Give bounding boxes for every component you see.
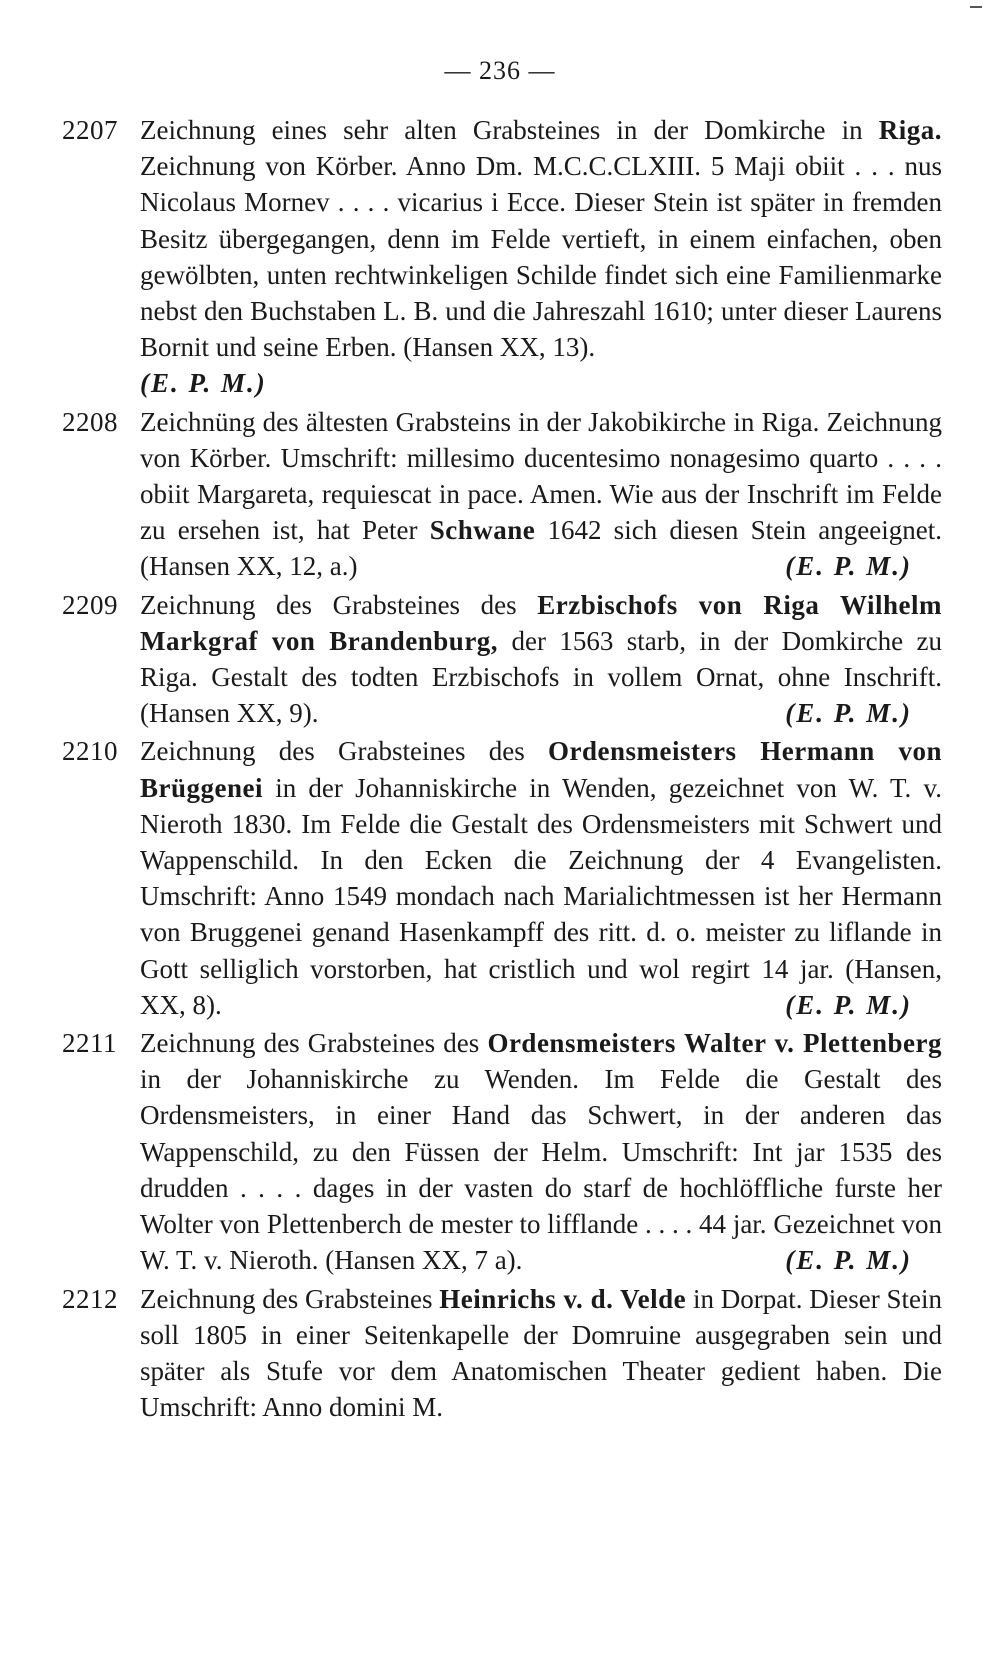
catalog-entry — [62, 404, 942, 585]
entry-number: 2212 — [62, 1283, 118, 1314]
entry-subject: Ordensmeisters Hermann von Brüggenei — [140, 736, 943, 803]
entry-text-run: der 1563 starb, in der Domkirche zu Riga. Gestalt des todten Erzbischofs in vollem Ornat, ohne Inschrift. (Hansen XX, 9). — [140, 625, 942, 729]
entry-number: 2209 — [62, 589, 118, 620]
entry-text — [140, 115, 942, 362]
entry-text-run: Zeichnüng des ältesten Grabsteins in der Jakobikirche in Riga. Zeichnung von Körber. Umschrift: millesimo ducentesimo nonagesimo quarto . . . . obiit Margareta, requiescat in pace. Amen. Wie aus der Inschrift im Felde zu ersehen ist, hat Peter — [140, 406, 942, 546]
entry-attribution: (E. P. M.) — [140, 368, 267, 399]
entry-text-run: in der Johanniskirche zu Wenden. Im Felde die Gestalt des Ordensmeisters, in einer Hand das Schwert, in der anderen das Wappenschild, zu den Füssen der Helm. Umschrift: Int jar 1535 des drudden . . . . dages in der vasten do starf de hochlöffliche furste her Wolter von Plettenberch de mester to lifflande . . . . 44 jar. Gezeichnet von W. T. v. Nieroth. (Hansen XX, 7 a). — [140, 1064, 942, 1276]
entry-text-run: Zeichnung des Grabsteines des — [140, 589, 538, 620]
entry-text-run: Zeichnung des Grabsteines des — [140, 736, 548, 767]
entry-number: 2210 — [62, 736, 118, 767]
entry-text — [140, 736, 942, 1019]
entry-text — [140, 1028, 942, 1275]
entry-text-run: 1642 sich diesen Stein angeeignet. (Hansen XX, 12, a.) — [140, 515, 942, 582]
margin-mark — [970, 6, 982, 8]
catalog-entry — [62, 1025, 942, 1278]
page-number: — 236 — — [444, 56, 556, 85]
entry-text-run: Zeichnung des Grabsteines — [140, 1283, 440, 1314]
entry-subject: Erzbischofs von Riga Wilhelm Markgraf von Brandenburg, — [140, 589, 942, 656]
entry-subject: Riga. — [878, 115, 942, 145]
entry-text-run: Zeichnung des Grabsteines des — [140, 1028, 488, 1059]
entry-attribution: (E. P. M.) — [785, 1245, 912, 1276]
entry-text-run: in der Johanniskirche in Wenden, gezeichnet von W. T. v. Nieroth 1830. Im Felde die Gestalt des Ordensmeisters mit Schwert und Wappenschild. In den Ecken die Zeichnung der 4 Evangelisten. Umschrift: Anno 1549 mondach nach Marialichtmessen ist her Hermann von Bruggenei genand Hasenkampff des ritt. d. o. meister zu liflande in Gott selliglich vorstorben, hat cristlich und wol regirt 14 jar. (Hansen, XX, 8). — [140, 772, 942, 1020]
entry-attribution: (E. P. M.) — [785, 989, 912, 1020]
catalog-entry — [62, 1281, 942, 1426]
entry-text — [140, 407, 942, 582]
entry-number: 2211 — [62, 1028, 117, 1059]
entry-attribution: (E. P. M.) — [785, 698, 912, 729]
entry-text — [140, 1284, 942, 1423]
entry-subject: Ordensmeisters Walter v. Plettenberg — [487, 1028, 942, 1059]
entry-number: 2207 — [62, 115, 118, 145]
entry-number: 2208 — [62, 406, 118, 437]
entry-subject: Heinrichs v. d. Velde — [439, 1283, 687, 1314]
entry-text-run: Zeichnung eines sehr alten Grabsteines in der Domkirche in — [140, 115, 879, 145]
catalog-entry — [62, 112, 942, 402]
catalog-entry — [62, 587, 942, 732]
entry-text — [140, 590, 942, 729]
entry-subject: Schwane — [429, 515, 536, 546]
entry-text-run: in Dorpat. Dieser Stein soll 1805 in einer Seitenkapelle der Domruine ausgegraben sein und später als Stufe vor dem Anatomischen Theater gedient haben. Die Umschrift: Anno domini M. — [140, 1283, 942, 1423]
entry-attribution: (E. P. M.) — [785, 551, 912, 582]
catalog-entries — [62, 112, 942, 1427]
catalog-entry — [62, 733, 942, 1023]
entry-text-run: Zeichnung von Körber. Anno Dm. M.C.C.CLXIII. 5 Maji obiit . . . nus Nicolaus Mornev . . . . vicarius i Ecce. Dieser Stein ist später in fremden Besitz übergegangen, denn im Felde vertieft, in einem einfachen, oben gewölbten, unten rechtwinkeligen Schilde findet sich eine Familienmarke nebst den Buchstaben L. B. und die Jahreszahl 1610; unter dieser Laurens Bornit und seine Erben. (Hansen XX, 13). — [140, 151, 942, 363]
